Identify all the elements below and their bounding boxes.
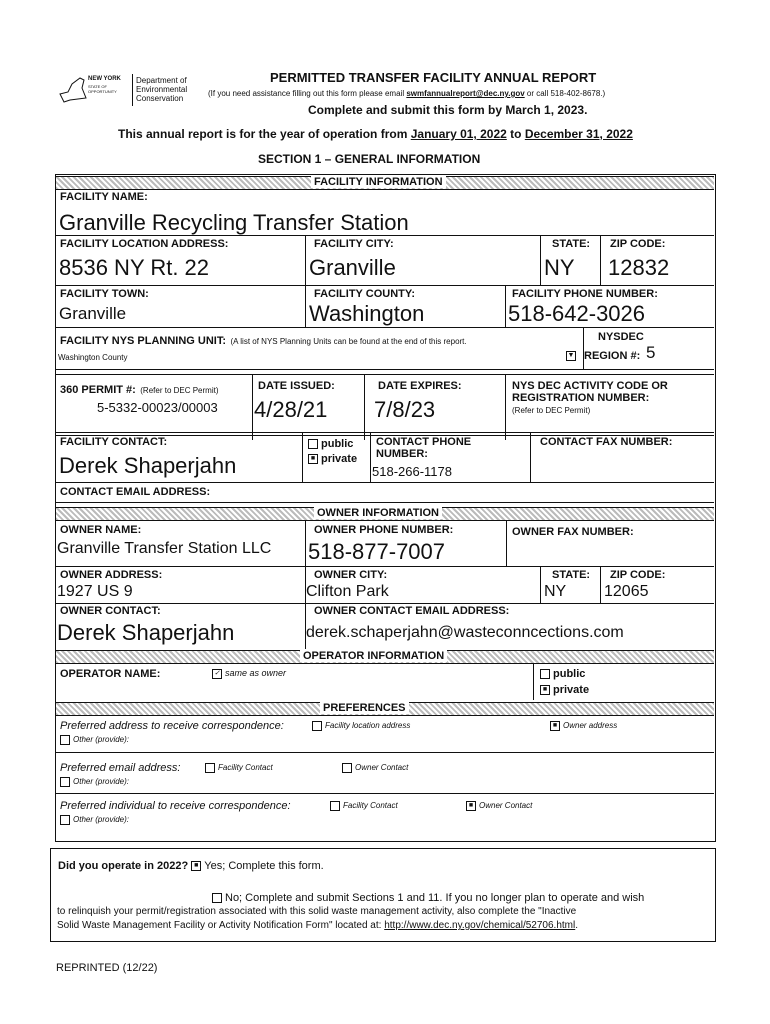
facility-address-label: FACILITY LOCATION ADDRESS: <box>60 238 229 250</box>
activity-code-label: NYS DEC ACTIVITY CODE OR REGISTRATION NUMBER: <box>512 380 668 404</box>
dept-line: Environmental <box>136 85 188 94</box>
operator-public-option[interactable] <box>540 668 585 680</box>
operator-name-label: OPERATOR NAME: <box>60 668 161 680</box>
activity-code-note: (Refer to DEC Permit) <box>512 406 591 415</box>
assist-prefix: (If you need assistance filling out this form please email <box>208 89 405 98</box>
section-title: SECTION 1 – GENERAL INFORMATION <box>258 152 481 166</box>
pref-address-row <box>60 720 284 732</box>
checkbox-checked[interactable]: ■ <box>308 454 318 464</box>
facility-info-bar <box>56 176 714 190</box>
pref-address-facility-option[interactable] <box>312 721 410 731</box>
pref-individual-question: Preferred individual to receive correspondence: <box>60 800 291 812</box>
facility-phone-value[interactable]: 518-642-3026 <box>508 301 646 326</box>
facility-town-label: FACILITY TOWN: <box>60 288 149 300</box>
facility-name-label: FACILITY NAME: <box>60 191 148 203</box>
contact-email-label: CONTACT EMAIL ADDRESS: <box>60 486 211 498</box>
planning-unit-label-row <box>60 331 467 349</box>
operator-same-label: same as owner <box>225 668 287 678</box>
pref-address-owner-option[interactable] <box>550 721 617 731</box>
contact-private-option[interactable] <box>308 453 357 465</box>
owner-city-label: OWNER CITY: <box>314 569 388 581</box>
form-title: PERMITTED TRANSFER FACILITY ANNUAL REPORT <box>270 70 597 85</box>
pref-individual-owner-option[interactable] <box>466 801 532 811</box>
checkbox-unchecked[interactable] <box>60 735 70 745</box>
owner-address-value[interactable]: 1927 US 9 <box>57 583 133 600</box>
owner-state-label: STATE: <box>552 569 591 581</box>
facility-state-label: STATE: <box>552 238 591 250</box>
owner-info-bar <box>56 507 714 521</box>
permit-note: (Refer to DEC Permit) <box>140 386 219 395</box>
year-to: December 31, 2022 <box>524 127 633 141</box>
owner-address-label: OWNER ADDRESS: <box>60 569 163 581</box>
operator-private-label: private <box>553 684 590 696</box>
pref-address-other-option[interactable] <box>60 735 129 745</box>
operator-info-heading: OPERATOR INFORMATION <box>300 650 447 662</box>
planning-unit-value[interactable]: Washington County <box>58 353 128 362</box>
pref-email-other-label: Other (provide): <box>73 777 130 787</box>
year-prefix: This annual report is for the year of operation from <box>118 127 408 141</box>
facility-county-value[interactable]: Washington <box>309 301 425 326</box>
operate-no-checkbox[interactable] <box>212 893 222 903</box>
dept-line: Conservation <box>136 94 184 103</box>
owner-contact-label: OWNER CONTACT: <box>60 605 161 617</box>
pref-individual-other-label: Other (provide): <box>73 815 130 825</box>
checkbox-unchecked[interactable] <box>308 439 318 449</box>
year-from: January 01, 2022 <box>410 127 507 141</box>
operate-yes-label: Yes; Complete this form. <box>204 860 324 872</box>
owner-fax-label: OWNER FAX NUMBER: <box>512 526 634 538</box>
year-to-word: to <box>510 127 522 141</box>
region-label: NYSDEC <box>598 331 644 343</box>
submit-deadline: Complete and submit this form by March 1, 2023. <box>308 103 588 117</box>
region-number-label: REGION #: <box>584 350 641 362</box>
contact-fax-label: CONTACT FAX NUMBER: <box>540 436 673 448</box>
operate-no-line3-text: Solid Waste Management Facility or Activity Notification Form" located at: <box>57 920 382 931</box>
operator-info-bar <box>56 650 714 664</box>
operate-yes-row <box>58 860 324 872</box>
contact-phone-value[interactable]: 518-266-1178 <box>372 464 452 479</box>
facility-city-value[interactable]: Granville <box>309 255 396 280</box>
pref-address-question: Preferred address to receive correspondence: <box>60 720 284 732</box>
checkbox-checked[interactable]: ■ <box>466 801 476 811</box>
owner-name-value[interactable]: Granville Transfer Station LLC <box>57 540 272 557</box>
operator-public-label: public <box>553 668 586 680</box>
checkbox-unchecked[interactable] <box>60 777 70 787</box>
checkbox-checked[interactable]: ■ <box>550 721 560 731</box>
operator-same-option[interactable] <box>212 668 286 679</box>
operate-yes-checkbox[interactable]: ■ <box>191 861 201 871</box>
pref-email-other-option[interactable] <box>60 777 129 787</box>
pref-email-owner-label: Owner Contact <box>355 763 409 773</box>
owner-phone-value[interactable]: 518-877-7007 <box>308 539 446 564</box>
owner-contact-value[interactable]: Derek Shaperjahn <box>57 620 235 645</box>
facility-county-label: FACILITY COUNTY: <box>314 288 416 300</box>
owner-state-value[interactable]: NY <box>544 583 567 600</box>
checkbox-unchecked[interactable] <box>540 669 550 679</box>
operate-no-line2: to relinquish your permit/registration associated with this solid waste management activity, also complete the "Inactive <box>57 906 577 917</box>
facility-address-value[interactable]: 8536 NY Rt. 22 <box>59 255 210 280</box>
operate-question: Did you operate in 2022? <box>58 860 189 872</box>
owner-name-label: OWNER NAME: <box>60 524 142 536</box>
checkbox-checked[interactable]: ✓ <box>212 669 222 679</box>
date-issued-label: DATE ISSUED: <box>258 380 335 392</box>
pref-email-owner-option[interactable] <box>342 763 408 773</box>
owner-info-heading: OWNER INFORMATION <box>314 507 442 519</box>
contact-phone-label: CONTACT PHONE NUMBER: <box>376 436 472 460</box>
pref-individual-facility-option[interactable] <box>330 801 398 811</box>
dept-name <box>136 76 187 103</box>
facility-phone-label: FACILITY PHONE NUMBER: <box>512 288 658 300</box>
contact-public-option[interactable] <box>308 438 353 450</box>
region-dropdown-icon[interactable]: ▼ <box>567 351 575 359</box>
contact-public-label: public <box>321 438 354 450</box>
pref-address-facility-label: Facility location address <box>325 721 411 731</box>
facility-city-label: FACILITY CITY: <box>314 238 394 250</box>
owner-zip-label: ZIP CODE: <box>610 569 666 581</box>
pref-individual-other-option[interactable] <box>60 815 129 825</box>
preferences-heading: PREFERENCES <box>320 702 409 714</box>
facility-info-heading: FACILITY INFORMATION <box>311 176 446 188</box>
checkbox-unchecked[interactable] <box>205 763 215 773</box>
contact-private-label: private <box>321 453 358 465</box>
logo-state-text: NEW YORK <box>88 76 121 82</box>
facility-contact-label: FACILITY CONTACT: <box>60 436 168 448</box>
checkbox-checked[interactable]: ■ <box>540 685 550 695</box>
facility-zip-value[interactable]: 12832 <box>608 255 670 280</box>
date-issued-value[interactable]: 4/28/21 <box>254 397 328 422</box>
inactive-form-link[interactable]: http://www.dec.ny.gov/chemical/52706.html <box>384 920 576 931</box>
permit-value[interactable]: 5-5332-00023/00003 <box>97 400 218 415</box>
facility-town-value[interactable]: Granville <box>59 304 127 323</box>
operate-no-line3 <box>57 920 578 931</box>
permit-label: 360 PERMIT #: <box>60 384 136 396</box>
owner-email-value[interactable]: derek.schaperjahn@wasteconncections.com <box>306 624 624 641</box>
checkbox-unchecked[interactable] <box>60 815 70 825</box>
pref-address-owner-label: Owner address <box>563 721 618 731</box>
permit-label-block <box>60 380 250 398</box>
owner-city-value[interactable]: Clifton Park <box>306 583 389 600</box>
operate-end-period: . <box>575 920 579 931</box>
checkbox-unchecked[interactable] <box>330 801 340 811</box>
assist-line <box>208 89 605 98</box>
facility-state-value[interactable]: NY <box>544 255 575 280</box>
nys-logo <box>58 72 130 106</box>
facility-zip-label: ZIP CODE: <box>610 238 666 250</box>
assist-email-link[interactable]: swmfannualreport@dec.ny.gov <box>406 89 525 98</box>
pref-email-question: Preferred email address: <box>60 762 181 774</box>
owner-email-label: OWNER CONTACT EMAIL ADDRESS: <box>314 605 510 617</box>
region-value[interactable]: 5 <box>646 343 656 362</box>
pref-email-facility-option[interactable] <box>205 763 273 773</box>
dept-line: Department of <box>136 76 187 85</box>
operator-private-option[interactable] <box>540 684 589 696</box>
operate-no-text: No; Complete and submit Sections 1 and 11. If you no longer plan to operate and wish <box>225 892 645 904</box>
facility-contact-value[interactable]: Derek Shaperjahn <box>59 453 237 478</box>
pref-individual-owner-label: Owner Contact <box>479 801 533 811</box>
state-map-icon <box>58 74 88 104</box>
facility-name-value[interactable]: Granville Recycling Transfer Station <box>59 210 409 235</box>
operate-no-row <box>212 892 644 904</box>
report-year-line <box>118 127 633 141</box>
pref-email-facility-label: Facility Contact <box>218 763 273 773</box>
pref-address-other-label: Other (provide): <box>73 735 130 745</box>
checkbox-unchecked[interactable] <box>342 763 352 773</box>
planning-unit-label: FACILITY NYS PLANNING UNIT: <box>60 335 227 347</box>
owner-zip-value[interactable]: 12065 <box>604 583 649 600</box>
assist-suffix: or call 518-402-8678.) <box>526 89 606 98</box>
reprinted-note: REPRINTED (12/22) <box>56 962 158 974</box>
date-expires-value[interactable]: 7/8/23 <box>374 397 436 422</box>
checkbox-unchecked[interactable] <box>312 721 322 731</box>
logo-sub-text: STATE OF OPPORTUNITY <box>88 84 117 94</box>
owner-phone-label: OWNER PHONE NUMBER: <box>314 524 454 536</box>
preferences-bar <box>56 702 714 716</box>
pref-individual-facility-label: Facility Contact <box>343 801 398 811</box>
planning-unit-note: (A list of NYS Planning Units can be found at the end of this report. <box>230 337 467 346</box>
date-expires-label: DATE EXPIRES: <box>378 380 462 392</box>
